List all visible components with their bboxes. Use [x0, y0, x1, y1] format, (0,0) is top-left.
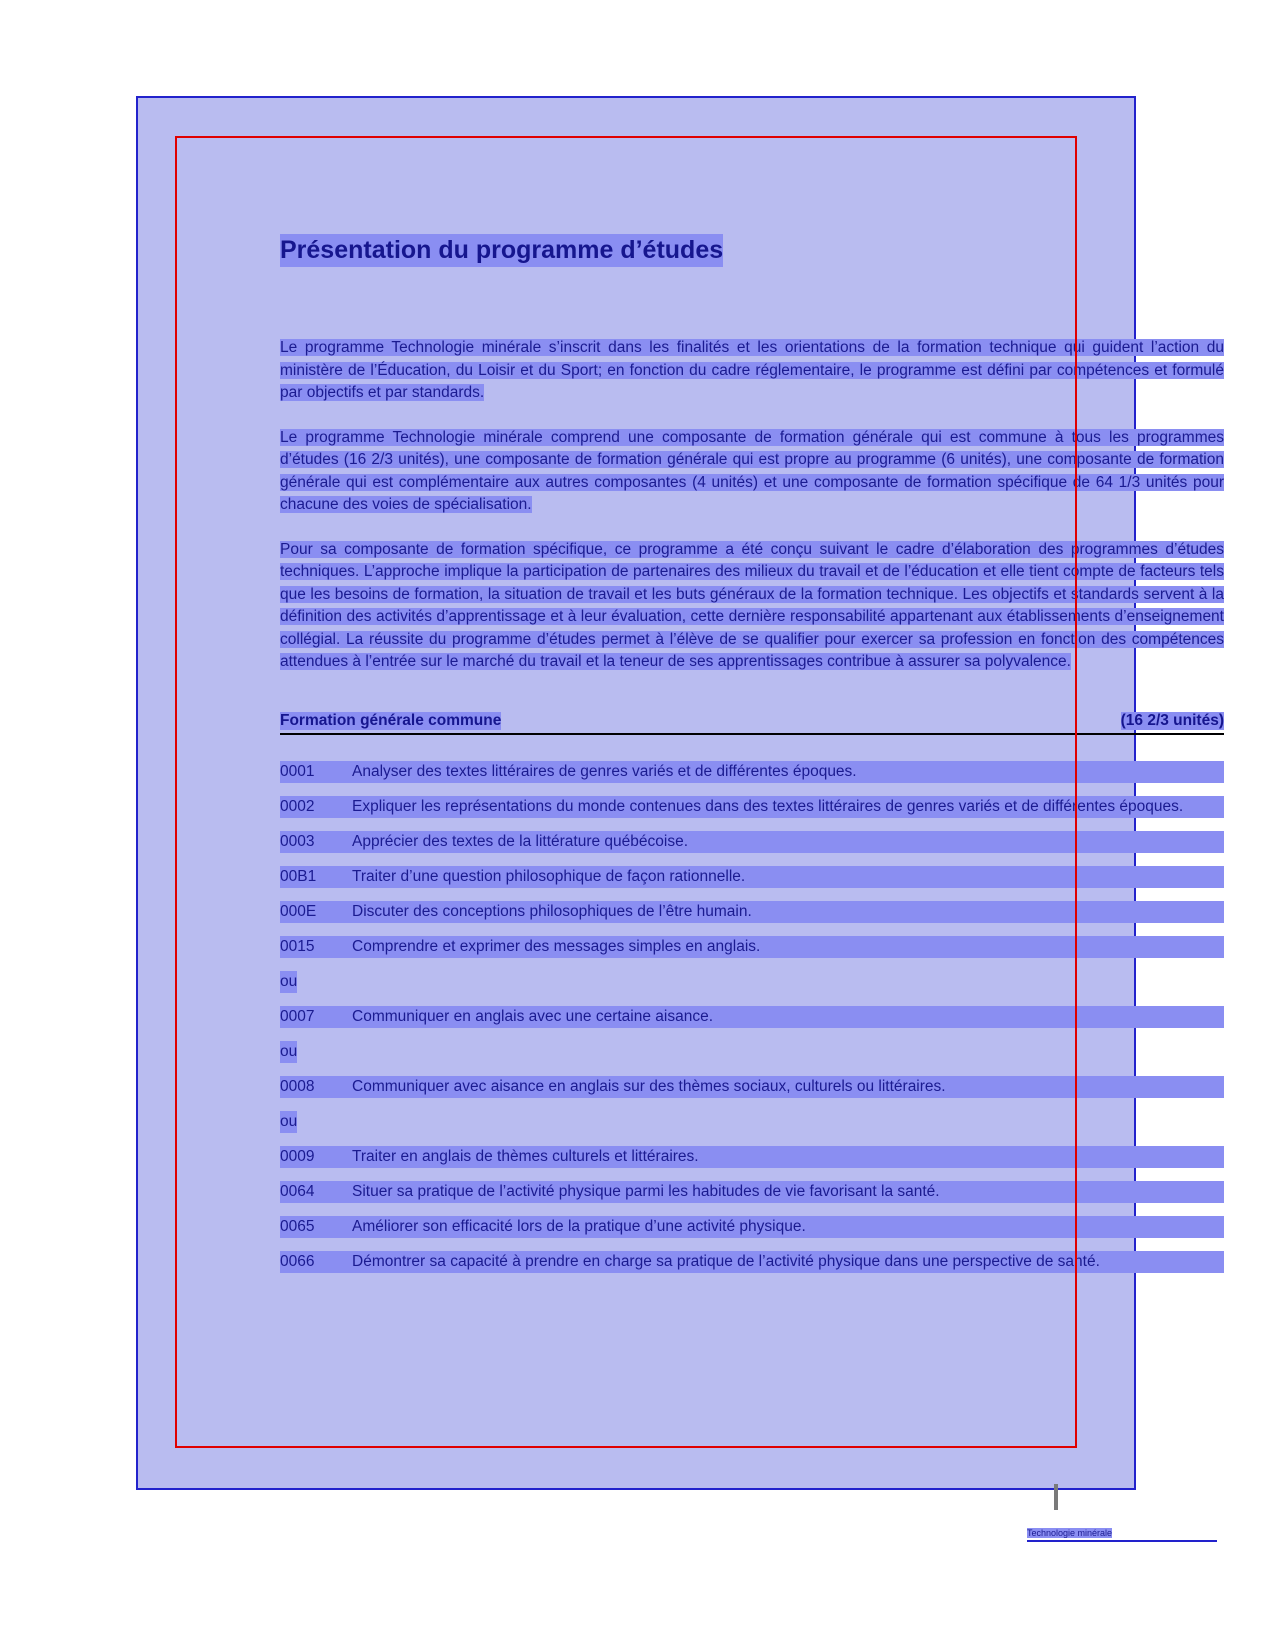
competency-list — [280, 761, 1224, 1273]
paragraph-text: Pour sa composante de formation spécifique, ce programme a été conçu suivant le cadre d’élaboration des programmes d’études techniques. L’approche implique la participation de partenaires des milieux du travail et de l’éducation et elle tient compte de facteurs tels que les besoins de formation, la situation de travail et les buts généraux de la formation technique. Les objectifs et standards servent à la définition des activités d’apprentissage et à leur évaluation, cette dernière responsabilité appartenant aux établissements d’enseignement collégial. La réussite du programme d’études permet à l’élève de se qualifier pour exercer sa profession en fonction des compétences attendues à l’entrée sur le marché du travail et la teneur de ses apprentissages contribue à assurer sa polyvalence. — [280, 540, 1224, 670]
list-item — [280, 1181, 1224, 1203]
competency-desc: Traiter en anglais de thèmes culturels et littéraires. — [352, 1146, 1224, 1168]
list-item — [280, 761, 1224, 783]
competency-desc: Améliorer son efficacité lors de la pratique d’une activité physique. — [352, 1216, 1224, 1238]
list-item — [280, 901, 1224, 923]
list-item — [280, 1216, 1224, 1238]
competency-desc: Situer sa pratique de l’activité physique parmi les habitudes de vie favorisant la santé. — [352, 1181, 1224, 1203]
intro-paragraph-2 — [280, 427, 1224, 517]
competency-desc: Communiquer avec aisance en anglais sur des thèmes sociaux, culturels ou littéraires. — [352, 1076, 1224, 1098]
competency-code: 0009 — [280, 1146, 352, 1168]
list-item — [280, 831, 1224, 853]
competency-desc: Démontrer sa capacité à prendre en charge sa pratique de l’activité physique dans une perspective de santé. — [352, 1251, 1224, 1273]
page-title-row — [280, 234, 1224, 267]
competency-code: 0065 — [280, 1216, 352, 1238]
text-caret — [1054, 1484, 1058, 1510]
competency-code: 0001 — [280, 761, 352, 783]
intro-paragraph-3 — [280, 539, 1224, 674]
intro-paragraph-1 — [280, 337, 1224, 405]
list-item — [280, 866, 1224, 888]
competency-code: 00B1 — [280, 866, 352, 888]
competency-desc: Discuter des conceptions philosophiques de l’être humain. — [352, 901, 1224, 923]
list-item — [280, 1146, 1224, 1168]
competency-desc: Expliquer les représentations du monde contenues dans des textes littéraires de genres variés et de différentes époques. — [352, 796, 1224, 818]
competency-desc: Traiter d’une question philosophique de façon rationnelle. — [352, 866, 1224, 888]
competency-code: 0007 — [280, 1006, 352, 1028]
document-content — [280, 234, 1224, 1286]
section-header — [280, 712, 1224, 735]
list-item — [280, 796, 1224, 818]
paragraph-text: Le programme Technologie minérale comprend une composante de formation générale qui est commune à tous les programmes d’études (16 2/3 unités), une composante de formation générale qui est propre au programme (6 unités), une composante de formation générale qui est complémentaire aux autres composantes (4 unités) et une composante de formation spécifique de 64 1/3 unités pour chacune des voies de spécialisation. — [280, 428, 1224, 513]
competency-desc: Comprendre et exprimer des messages simples en anglais. — [352, 936, 1224, 958]
competency-code: 0064 — [280, 1181, 352, 1203]
competency-desc: Communiquer en anglais avec une certaine aisance. — [352, 1006, 1224, 1028]
list-item-separator — [280, 971, 1224, 993]
list-item-separator — [280, 1041, 1224, 1063]
section-units-label: (16 2/3 unités) — [1120, 711, 1224, 729]
competency-code: 0008 — [280, 1076, 352, 1098]
competency-code: 0066 — [280, 1251, 352, 1273]
or-label: ou — [280, 971, 297, 993]
document-page — [136, 96, 1224, 1538]
competency-code: 000E — [280, 901, 352, 923]
footer-note: Technologie minérale — [1027, 1528, 1113, 1538]
competency-desc: Apprécier des textes de la littérature québécoise. — [352, 831, 1224, 853]
list-item — [280, 1076, 1224, 1098]
competency-code: 0015 — [280, 936, 352, 958]
list-item-separator — [280, 1111, 1224, 1133]
list-item — [280, 936, 1224, 958]
list-item — [280, 1006, 1224, 1028]
or-label: ou — [280, 1111, 297, 1133]
footer-rule — [1027, 1540, 1217, 1542]
competency-desc: Analyser des textes littéraires de genres variés et de différentes époques. — [352, 761, 1224, 783]
competency-code: 0003 — [280, 831, 352, 853]
list-item — [280, 1251, 1224, 1273]
or-label: ou — [280, 1041, 297, 1063]
paragraph-text: Le programme Technologie minérale s’inscrit dans les finalités et les orientations de la formation technique qui guident l’action du ministère de l’Éducation, du Loisir et du Sport; en fonction du cadre réglementaire, le programme est défini par compétences et formulé par objectifs et par standards. — [280, 339, 1224, 401]
section-heading-label: Formation générale commune — [280, 711, 502, 729]
competency-code: 0002 — [280, 796, 352, 818]
page-title: Présentation du programme d’études — [280, 234, 723, 267]
